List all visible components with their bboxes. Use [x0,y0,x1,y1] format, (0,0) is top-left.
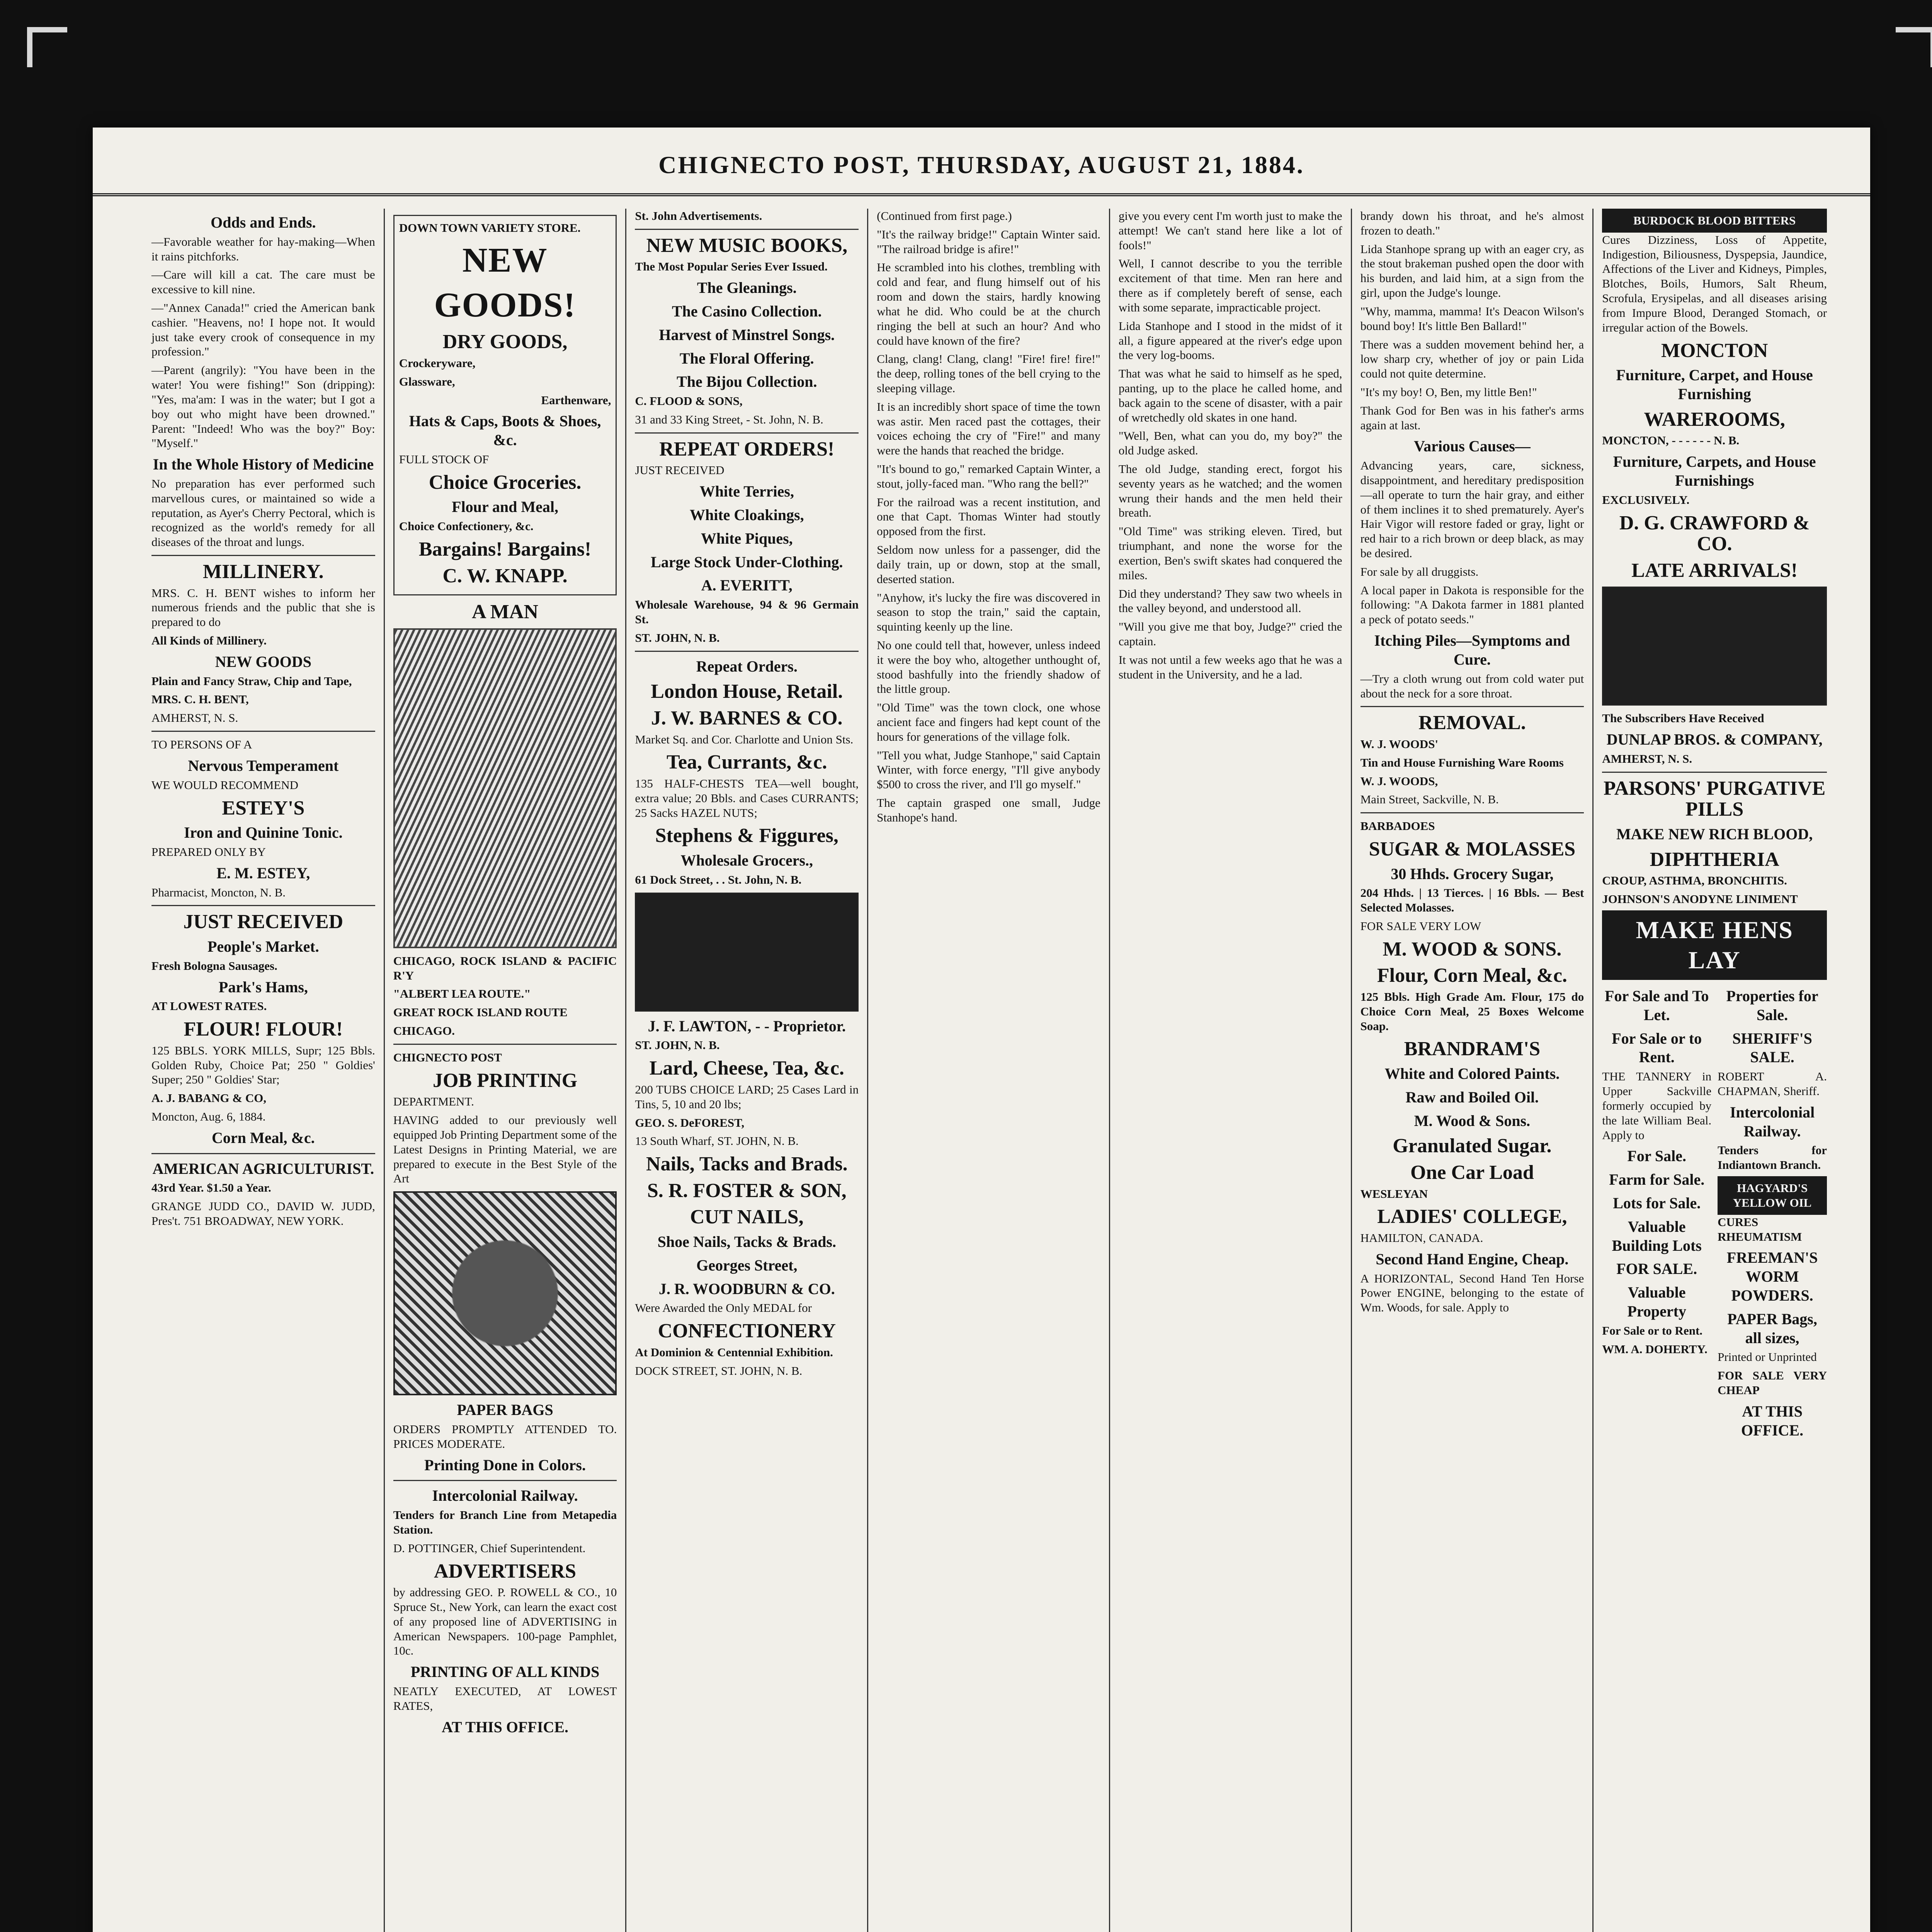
sale-low: FOR SALE VERY LOW [1360,919,1481,933]
prepared-by: PREPARED ONLY BY [151,845,266,859]
story-paragraph: brandy down his throat, and he's almost frozen to death." [1360,209,1584,237]
continued-note: (Continued from first page.) [877,209,1012,223]
iron-tonic: Iron and Quinine Tonic. [184,824,343,842]
story-paragraph: The captain grasped one small, Judge Stanhope's hand. [877,796,1100,824]
burdock-text: Cures Dizziness, Loss of Appetite, Indigestion, Biliousness, Dyspepsia, Jaundice, Affections of the Liver and Kidneys, Pimples, Blotches, Boils, Humors, Salt Rheum, Scrofula, Erysipelas, and all diseases arising from Impure Blood, Deranged Stomach, or irregular action of the Bowels. [1602,233,1827,334]
mwood2: M. Wood & Sons. [1414,1112,1531,1129]
diphtheria: DIPHTHERIA [1650,848,1779,871]
divider [1361,706,1584,707]
newspaper-page [93,128,1870,1932]
story-paragraph: "It's the railway bridge!" Captain Winter said. "The railroad bridge is afire!" [877,227,1100,256]
story-paragraph: He scrambled into his clothes, trembling with cold and fear, and flung himself out of his room and down the stairs, hardly knowing what he did. Who could be at the church ringing the bell at such an hour? And who could have known of the fire? [877,260,1100,347]
a-man-heading: A MAN [472,601,538,623]
divider [151,731,375,732]
various-text: Advancing years, care, sickness, disappointment, and hereditary predisposition—all operate to turn the hair gray, and either of them inclines it to shed prematurely. Ayer's Hair Vigor will restore faded or gray, light or red hair to a rich brown or deep black, as may be desired. [1360,459,1584,560]
burdock-logo: BURDOCK BLOOD BITTERS [1602,209,1827,233]
story-paragraph: Thank God for Ben was in his father's arms again at last. [1360,403,1584,432]
bargains: Bargains! Bargains! [418,538,592,561]
doherty: WM. A. DOHERTY. [1602,1342,1708,1356]
flood-address: 31 and 33 King Street, - St. John, N. B. [635,413,823,427]
london-house: London House, Retail. [651,680,843,703]
printing: PRINTING OF ALL KINDS [410,1663,600,1681]
recommend: WE WOULD RECOMMEND [151,778,299,792]
bologna: Fresh Bologna Sausages. [151,959,277,973]
warerooms: WAREROOMS, [1644,408,1785,430]
item: —Care will kill a cat. The care must be excessive to kill nine. [151,268,375,296]
woods-signature: W. J. WOODS, [1360,774,1438,788]
story-paragraph: Clang, clang! Clang, clang! "Fire! fire! fire!" the deep, rolling tones of the bell crying to the sleeping village. [877,352,1100,395]
story-paragraph: Well, I cannot describe to you the terrible excitement of that time. Men ran here and there as if completely bereft of sense, each with some separate, impracticable project. [1118,257,1342,314]
column-7 [1594,209,1835,1932]
barbadoes: BARBADOES [1360,819,1435,833]
parsons: PARSONS' PURGATIVE PILLS [1603,777,1826,821]
moncton: MONCTON [1661,339,1768,362]
crawford: D. G. CRAWFORD & CO. [1619,512,1810,555]
valuable-property: Valuable Property [1627,1284,1686,1320]
yellow-oil: HAGYARD'S YELLOW OIL [1718,1176,1827,1215]
column-6 [1352,209,1594,1932]
full-stock: FULL STOCK OF [399,452,489,466]
story-paragraph: "Old Time" was striking eleven. Tired, but triumphant, and none the worse for the exertion, Ben's swift skates had conquered the miles. [1118,524,1342,582]
colors: Printing Done in Colors. [424,1456,586,1474]
engine-text: A HORIZONTAL, Second Hand Ten Horse Power ENGINE, belonging to the estate of Wm. Woods, for sale. Apply to [1360,1271,1584,1315]
sugar-molasses: SUGAR & MOLASSES [1369,838,1576,860]
flood: C. FLOOD & SONS, [635,394,743,408]
divider [1361,812,1584,813]
story-paragraph: Lida Stanhope and I stood in the midst of it all, a figure appeared at the river's edge upon the very log-booms. [1118,319,1342,362]
post-title: CHIGNECTO POST [393,1050,502,1064]
music-sub: The Most Popular Series Ever Issued. [635,260,828,274]
column-5 [1110,209,1352,1932]
divider [393,1480,617,1481]
office: AT THIS OFFICE. [1741,1402,1804,1439]
item: —"Annex Canada!" cried the American bank cashier. "Heavens, no! I hope not. It would just take every crook of consequence in my profession." [151,301,375,359]
story-paragraph: "Old Time" was the town clock, one whose ancient face and fingers had kept count of the hours for generations of the village folk. [877,701,1100,743]
hens-lay: MAKE HENS LAY [1602,910,1827,980]
barnes: J. W. BARNES & CO. [651,707,843,730]
dry-goods: DRY GOODS, [442,331,568,353]
bent-signature: MRS. C. H. BENT, [151,692,249,706]
story-paragraph: "Well, Ben, what can you do, my boy?" the old Judge asked. [1118,429,1342,457]
corn-meal-heading: Corn Meal, &c. [212,1129,315,1146]
masthead: CHIGNECTO POST, THURSDAY, AUGUST 21, 1884. [93,151,1870,196]
valuable: Valuable Building Lots [1612,1218,1702,1254]
deforest: GEO. S. DeFOREST, [635,1116,745,1129]
straw-line: Plain and Fancy Straw, Chip and Tape, [151,674,352,688]
item: —Favorable weather for hay-making—When it rains pitchforks. [151,235,375,263]
story-paragraph: There was a sudden movement behind her, a low sharp cry, whether of joy or pain Lida could not quite determine. [1360,337,1584,381]
millinery-text: MRS. C. H. BENT wishes to inform her numerous friends and the public that she is prepared to do [151,586,375,629]
judd: GRANGE JUDD CO., DAVID W. JUDD, Pres't. 751 BROADWAY, NEW YORK. [151,1199,375,1228]
brandram: BRANDRAM'S [1404,1038,1541,1060]
paints: White and Colored Paints. [1384,1065,1560,1083]
lard-text: 200 TUBS CHOICE LARD; 25 Cases Lard in Tins, 5, 10 and 20 lbs; [635,1082,859,1111]
cloth-text: —Try a cloth wrung out from cold water put about the neck for a sore throat. [1360,672,1584,700]
furniture2: Furniture, Carpets, and House Furnishings [1613,453,1816,489]
rowell: by addressing GEO. P. ROWELL & CO., 10 Spruce St., New York, can learn the exact cost of any proposed line of ADVERTISING in American Newspapers. 100-page Pamphlet, 10c. [393,1585,617,1658]
woods-sub: Tin and House Furnishing Ware Rooms [1360,755,1564,769]
job-text: HAVING added to our previously well equipped Job Printing Department some of the Latest Designs in Printing Material, we are prepared to execute in the Best Style of the Art [393,1113,617,1185]
foster: S. R. FOSTER & SON, [647,1179,847,1202]
agriculturist-heading: AMERICAN AGRICULTURIST. [152,1160,374,1177]
story-paragraph: It is an incredibly short space of time the town was astir. Men raced past the cottages, their voices echoing the cry of "Fire!" and many were the hands that reached the bridge. [877,400,1100,457]
oil: Raw and Boiled Oil. [1405,1088,1539,1106]
estey-name: E. M. ESTEY, [216,864,310,882]
puncheons: 204 Hhds. | 13 Tierces. | 16 Bbls. — Best Selected Molasses. [1360,886,1584,915]
druggists: For sale by all druggists. [1360,565,1479,578]
received: The Subscribers Have Received [1602,711,1764,725]
classifieds [1602,982,1827,1442]
flour-meal: Flour, Corn Meal, &c. [1377,964,1567,987]
story-paragraph: "It's bound to go," remarked Captain Winter, a stout, jolly-faced man. "Who rang the bell?" [877,462,1100,490]
exclusively: EXCLUSIVELY. [1602,493,1690,507]
flour-text: 125 BBLS. YORK MILLS, Supr; 125 Bbls. Golden Ruby, Choice Pat; 250 " Goldies' Super; 250 " Goldies' Star; [151,1043,375,1087]
lots: Lots for Sale. [1613,1194,1701,1212]
ladies-college: LADIES' COLLEGE, [1377,1206,1567,1228]
everitt: A. EVERITT, [701,577,793,594]
chapman: ROBERT A. CHAPMAN, Sheriff. [1718,1070,1827,1098]
repeat2: Repeat Orders. [696,657,798,675]
st-john-header: St. John Advertisements. [635,209,762,223]
new-goods: NEW GOODS [215,653,312,670]
harvest: Harvest of Minstrel Songs. [659,326,835,344]
intercolonial: Intercolonial Railway. [432,1487,578,1505]
printed: Printed or Unprinted [1718,1350,1817,1364]
confectionery: CONFECTIONERY [658,1320,836,1342]
repeat-orders: REPEAT ORDERS! [659,438,835,460]
classifieds-right [1718,982,1827,1442]
story-paragraph: give you every cent I'm worth just to make the attempt! We can't stand here like a lot of fools!" [1118,209,1342,252]
engine: Second Hand Engine, Cheap. [1376,1250,1569,1268]
story-paragraph: "Will you give me that boy, Judge?" cried the captain. [1118,620,1342,648]
flour-heading: FLOUR! FLOUR! [184,1018,343,1041]
sheriff: SHERIFF'S SALE. [1732,1029,1812,1066]
story-paragraph: Seldom now unless for a passenger, did the daily train, up or down, stop at the small, deserted station. [877,543,1100,586]
crop-mark-top-right [1896,27,1932,67]
georges: Georges Street, [696,1256,798,1274]
story-paragraph: For the railroad was a recent institution, and one that Capt. Thomas Winter had stoutly opposed from the first. [877,495,1100,538]
story-paragraph: The old Judge, standing erect, forgot his seventy years as he watched; and the women wrung their hands and the men held their breath. [1118,462,1342,520]
confectionery: Choice Confectionery, &c. [399,519,534,533]
for-sale-let: For Sale and To Let. [1605,987,1709,1024]
crop-mark-top-left [27,27,67,67]
lard: Lard, Cheese, Tea, &c. [649,1057,844,1080]
story-paragraph: No one could tell that, however, unless indeed it were the boy who, altogether unthought of, stood bashfully into the friendly shadow of the little group. [877,638,1100,696]
divider [151,1153,375,1154]
hardware-image [1602,587,1827,706]
neatly: NEATLY EXECUTED, AT LOWEST RATES, [393,1684,617,1713]
line-item: Crockeryware, [399,356,476,370]
furniture: Furniture, Carpet, and House Furnishing [1616,366,1813,403]
divider [635,432,859,434]
flour-meal: Flour and Meal, [452,498,559,516]
south-wharf: 13 South Wharf, ST. JOHN, N. B. [635,1134,799,1148]
column-3 [626,209,868,1932]
albert-lea: "ALBERT LEA ROUTE." [393,987,531,1001]
tea-text: 135 HALF-CHESTS TEA—well bought, extra value; 20 Bbls. and Cases CURRANTS; 25 Sacks HAZEL NUTS; [635,777,859,820]
millinery-line: All Kinds of Millinery. [151,634,267,648]
odds-and-ends-heading: Odds and Ends. [211,214,316,231]
divider [1602,772,1827,773]
parks-hams: Park's Hams, [218,978,308,996]
stephens: Stephens & Figgures, [655,825,838,847]
rail: Intercolonial Railway. [1730,1103,1815,1140]
office: AT THIS OFFICE. [442,1718,568,1736]
removal-heading: REMOVAL. [1418,712,1526,734]
mwood: M. WOOD & SONS. [1383,938,1562,960]
moncton-nb: MONCTON, - - - - - - N. B. [1602,434,1740,447]
column-4 [868,209,1110,1932]
hats-line: Hats & Caps, Boots & Shoes, &c. [409,412,601,449]
nervous-title: TO PERSONS OF A [151,738,252,752]
rheum: CURES RHEUMATISM [1718,1215,1802,1243]
market: Market Sq. and Cor. Charlotte and Union Sts. [635,732,854,746]
new-heading: NEW [462,241,548,279]
medicine-text: No preparation has ever performed such marvellous cures, or maintained so wide a reputation, as Ayer's Cherry Pectoral, which is recognized as the world's remedy for all diseases of the throat and lungs. [151,476,375,549]
flour-meal-text: 125 Bbls. High Grade Am. Flour, 175 do Choice Corn Meal, 25 Boxes Welcome Soap. [1360,990,1584,1033]
dock-street: DOCK STREET, ST. JOHN, N. B. [635,1364,803,1378]
pottinger: D. POTTINGER, Chief Superintendent. [393,1541,586,1555]
nails: Nails, Tacks and Brads. [646,1153,848,1175]
terries: White Terries, [699,483,794,500]
agriculturist-year: 43rd Year. $1.50 a Year. [151,1181,271,1195]
tenders: Tenders for Indiantown Branch. [1718,1143,1827,1172]
st-john: ST. JOHN, N. B. [635,631,720,645]
casino: The Casino Collection. [672,303,822,320]
column-1 [143,209,385,1932]
orders: ORDERS PROMPTLY ATTENDED TO. PRICES MODERATE. [393,1422,617,1451]
bent-place: AMHERST, N. S. [151,711,238,725]
hhds: 30 Hhds. Grocery Sugar, [1391,865,1554,883]
millinery-heading: MILLINERY. [203,561,324,583]
babang: A. J. BABANG & CO, [151,1091,267,1105]
moncton-date: Moncton, Aug. 6, 1884. [151,1110,266,1123]
woodburn: J. R. WOODBURN & CO. [658,1280,835,1298]
estey-place: Pharmacist, Moncton, N. B. [151,885,286,899]
columns [143,209,1835,1932]
chicago: CHICAGO. [393,1024,455,1038]
for-sale-rent: For Sale or to Rent. [1602,1323,1703,1337]
music-heading: NEW MUSIC BOOKS, [646,234,848,257]
knapp: C. W. KNAPP. [442,565,568,587]
goods-heading: GOODS! [434,286,576,324]
job-printing: JOB PRINTING [432,1069,578,1092]
estey-heading: ESTEY'S [222,797,305,819]
dakota-text: A local paper in Dakota is responsible for the following: "A Dakota farmer in 1881 planted a peck of potato seeds." [1360,583,1584,626]
for-sale: For Sale. [1627,1147,1686,1165]
rich-blood: MAKE NEW RICH BLOOD, [1616,825,1813,843]
divider [151,555,375,556]
divider [635,651,859,652]
peoples-market: People's Market. [207,937,319,955]
department: DEPARTMENT. [393,1095,474,1109]
story-paragraph: It was not until a few weeks ago that he was a student in the University, and he a lad. [1118,653,1342,681]
story-paragraph: "It's my boy! O, Ben, my little Ben!" [1360,385,1537,399]
downtown-heading: DOWN TOWN VARIETY STORE. [399,221,581,235]
medal: Were Awarded the Only MEDAL for [635,1301,812,1315]
dock: 61 Dock Street, . . St. John, N. B. [635,872,802,886]
itching-heading: Itching Piles—Symptoms and Cure. [1374,632,1570,668]
gleanings: The Gleanings. [697,279,797,297]
advertisers: ADVERTISERS [434,1560,577,1582]
floral: The Floral Offering. [679,349,814,367]
story-paragraph: "Anyhow, it's lucky the fire was discovered in season to stop the train," said the captain, squinting keenly up the line. [877,590,1100,634]
hamilton: HAMILTON, CANADA. [1360,1231,1483,1245]
granulated: Granulated Sugar. [1393,1135,1552,1157]
farm: Farm for Sale. [1609,1171,1705,1189]
amherst: AMHERST, N. S. [1602,752,1692,765]
divider [635,229,859,230]
cut-nails: CUT NAILS, [690,1206,804,1228]
car-load: One Car Load [1410,1162,1534,1184]
valuable-for-sale: FOR SALE. [1616,1260,1697,1278]
story-paragraph: "Tell you what, Judge Stanhope," said Captain Winter, with force energy, "I'll give anybody $500 to cross the river, and I'll go myself." [877,748,1100,791]
classifieds-left [1602,982,1711,1442]
tenders: Tenders for Branch Line from Metapedia Station. [393,1508,617,1536]
just-received-heading: JUST RECEIVED [183,911,344,933]
illustration [635,893,859,1012]
woods-place: Main Street, Sackville, N. B. [1360,793,1499,806]
choice-groceries: Choice Groceries. [429,471,582,493]
sale-or-rent: For Sale or to Rent. [1612,1029,1702,1066]
woods-title: W. J. WOODS' [1360,737,1439,751]
story-paragraph: "Why, mamma, mamma! It's Deacon Wilson's bound boy! It's little Ben Ballard!" [1360,304,1584,333]
wesleyan: WESLEYAN [1360,1187,1428,1201]
lawton-place: ST. JOHN, N. B. [635,1038,720,1052]
bijou: The Bijou Collection. [677,373,817,391]
dunlap: DUNLAP BROS. & COMPANY, [1606,731,1823,748]
shoe-nails: Shoe Nails, Tacks & Brads. [657,1233,836,1250]
just-received: JUST RECEIVED [635,463,724,477]
item: —Parent (angrily): "You have been in the water! You were fishing!" Son (dripping): "Yes, ma'am: I was in the water; but I got a boy out who might have been drowned." Parent: "Indeed! Who was the boy?" Boy: "Myself." [151,363,375,450]
tannery: THE TANNERY in Upper Sackville formerly occupied by the late William Beal. Apply to [1602,1070,1712,1142]
story-paragraph: That was what he said to himself as he sped, panting, up to the place he called home, and back again to the scene of disaster, with a pair of wretchedly old skates in one hand. [1118,367,1342,424]
everitt-address: Wholesale Warehouse, 94 & 96 Germain St. [635,598,859,626]
lawton: J. F. LAWTON, - - Proprietor. [648,1017,846,1035]
printing-press-image [393,1191,617,1395]
wholesale: Wholesale Grocers., [680,852,813,869]
tea: Tea, Currants, &c. [667,751,827,774]
paper-bags: PAPER BAGS [457,1401,553,1419]
column-2 [385,209,627,1932]
divider [151,905,375,906]
lowest-rates: AT LOWEST RATES. [151,999,267,1013]
story-paragraph: Did they understand? They saw two wheels in the valley beyond, and understood all. [1118,587,1342,615]
properties: Properties for Sale. [1726,987,1818,1024]
exhibition: At Dominion & Centennial Exhibition. [635,1345,833,1359]
cloakings: White Cloakings, [689,506,804,524]
story-paragraph: Lida Stanhope sprang up with an eager cry, as the stout brakeman pushed open the door with his burden, and laid him, at a sign from the girl, upon the Judge's lounge. [1360,242,1584,300]
late-arrivals: LATE ARRIVALS! [1631,559,1798,582]
freeman: FREEMAN'S WORM POWDERS. [1726,1249,1818,1304]
various-heading: Various Causes— [1413,437,1531,455]
croup: CROUP, ASTHMA, BRONCHITIS. [1602,874,1787,888]
medicine-heading: In the Whole History of Medicine [153,456,374,473]
bags: PAPER Bags, all sizes, [1727,1310,1817,1347]
great-rock: GREAT ROCK ISLAND ROUTE [393,1005,568,1019]
divider [393,1044,617,1045]
nervous-heading: Nervous Temperament [188,757,339,774]
railway-map-image [393,628,617,948]
line-item: Earthenware, [541,393,611,407]
line-item: Glassware, [399,374,455,388]
underclothing: Large Stock Under-Clothing. [651,553,843,571]
variety-store-ad [393,215,617,595]
piques: White Piques, [701,529,793,547]
sale-cheap: FOR SALE VERY CHEAP [1718,1369,1827,1397]
anodyne: JOHNSON'S ANODYNE LINIMENT [1602,892,1798,906]
map-caption: CHICAGO, ROCK ISLAND & PACIFIC R'Y [393,954,617,982]
